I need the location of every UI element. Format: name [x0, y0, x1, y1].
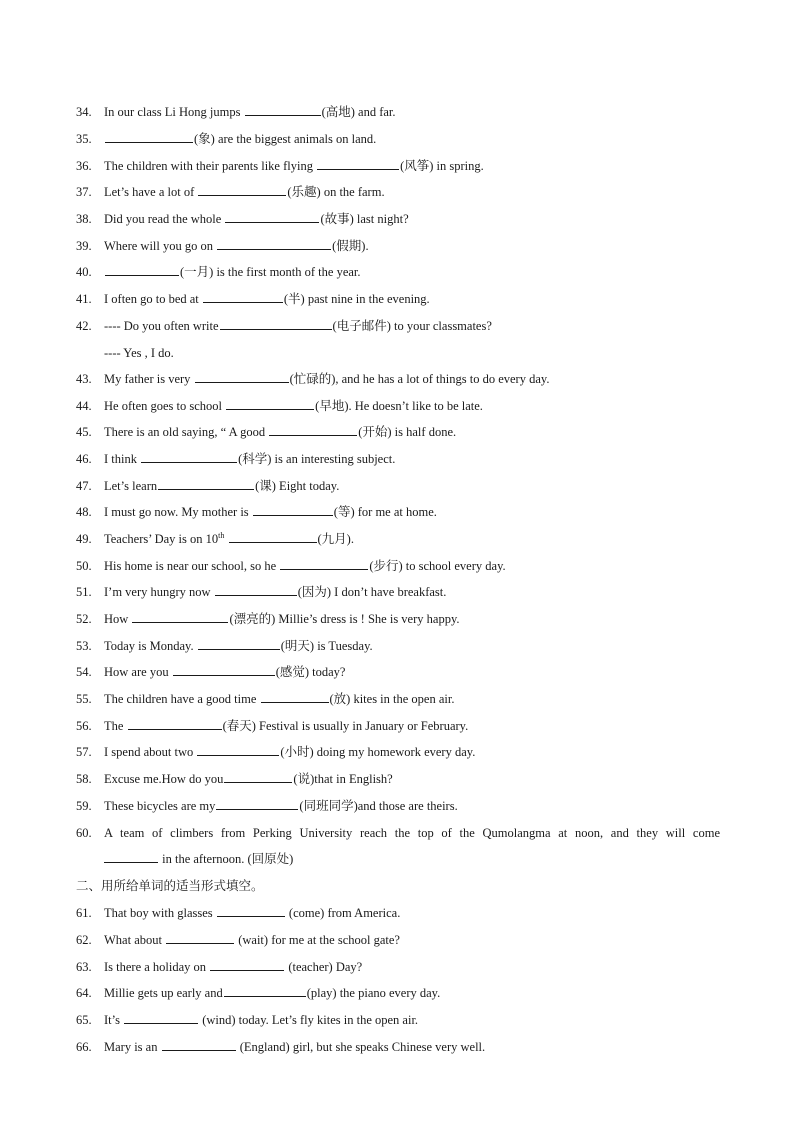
answer-blank[interactable] [226, 398, 314, 410]
answer-blank[interactable] [269, 424, 357, 436]
answer-blank[interactable] [166, 932, 234, 944]
answer-blank[interactable] [173, 664, 275, 676]
answer-blank[interactable] [216, 798, 298, 810]
answer-blank[interactable] [162, 1039, 236, 1051]
answer-blank[interactable] [245, 104, 321, 116]
answer-blank[interactable] [317, 158, 399, 170]
answer-blank[interactable] [132, 611, 228, 623]
section-2-title: 二、用所给单词的适当形式填空。 [76, 879, 264, 893]
answer-blank[interactable] [225, 211, 319, 223]
answer-blank[interactable] [105, 131, 193, 143]
answer-blank[interactable] [217, 238, 331, 250]
answer-blank[interactable] [105, 264, 179, 276]
answer-blank[interactable] [220, 318, 332, 330]
answer-blank[interactable] [195, 371, 289, 383]
answer-blank[interactable] [124, 1012, 198, 1024]
answer-blank[interactable] [215, 584, 297, 596]
answer-blank[interactable] [198, 638, 280, 650]
answer-blank[interactable] [210, 959, 284, 971]
answer-blank[interactable] [197, 744, 279, 756]
answer-blank[interactable] [229, 531, 317, 543]
answer-blank[interactable] [128, 718, 222, 730]
answer-blank[interactable] [280, 558, 368, 570]
answer-blank[interactable] [224, 985, 306, 997]
answer-blank[interactable] [198, 184, 286, 196]
answer-blank[interactable] [203, 291, 283, 303]
answer-blank[interactable] [158, 478, 254, 490]
answer-blank[interactable] [261, 691, 329, 703]
answer-blank[interactable] [141, 451, 237, 463]
answer-blank[interactable] [104, 851, 158, 863]
answer-blank[interactable] [217, 905, 285, 917]
answer-blank[interactable] [224, 771, 292, 783]
answer-blank[interactable] [253, 504, 333, 516]
worksheet-page: 34. In our class Li Hong jumps (高地) and far. 35. (象) are the biggest animals on land. 36. The children with their parents like flying (风筝) in spring. 37. Let’s have a lot of (乐趣) on the farm. 38. Did you read the whole (故事) last night? 39. Where will you go on (假期). 40. (一月) is the first month of the year. 41. I often go to bed at (半) past nine in the evening. 42. ---- Do you often write (电子邮件) to your classmates? ---- Yes , I do. 43. My father is very (忙碌的), and he has a lot of things to do every day. 44. He often goes to school (早地). He doesn’t like to be late. 45. There is an old saying, “ A good (开始) is half done. 46. I think (科学) is an interesting subject. 47. Let’s learn (课) Eight today. 48. I must go now. My mother is (等) for me at home. 49. Teachers’ Day is on 10th (九月). 50. His home is near our school, so he (步行) to school every day. 51. I’m very hungry now (因为) I don’t have breakfast. 52. How (漂亮的) Millie’s dress is ! She is very happy. 53. Today is Monday. (明天) is Tuesday. 54. How are you (感觉) today? 55. The children have a good time (放) kites in the open air. 56. The (春天) Festival is usually in January or February. 57. I spend about two (小时) doing my homework every day. 58. Excuse me.How do you (说)that in English? 59. These bicycles are my (同班同学)and those are theirs. 60. A team of climbers from Perking University reach the top of the Qumolangma at noon, and they will come in the afternoon. (回原处) 二、用所给单词的适当形式填空。 61. That boy with glasses (come) from America. 62. What about (wait) for me at the school gate? 63. Is there a holiday on (teacher) Day? 64. Millie gets up early and (play) the piano every day. 65. It’s (wind) today. Let’s fly kites in the open air. 66. Mary is an (England) girl, but she speaks Chinese very well. [76, 105, 720, 1054]
